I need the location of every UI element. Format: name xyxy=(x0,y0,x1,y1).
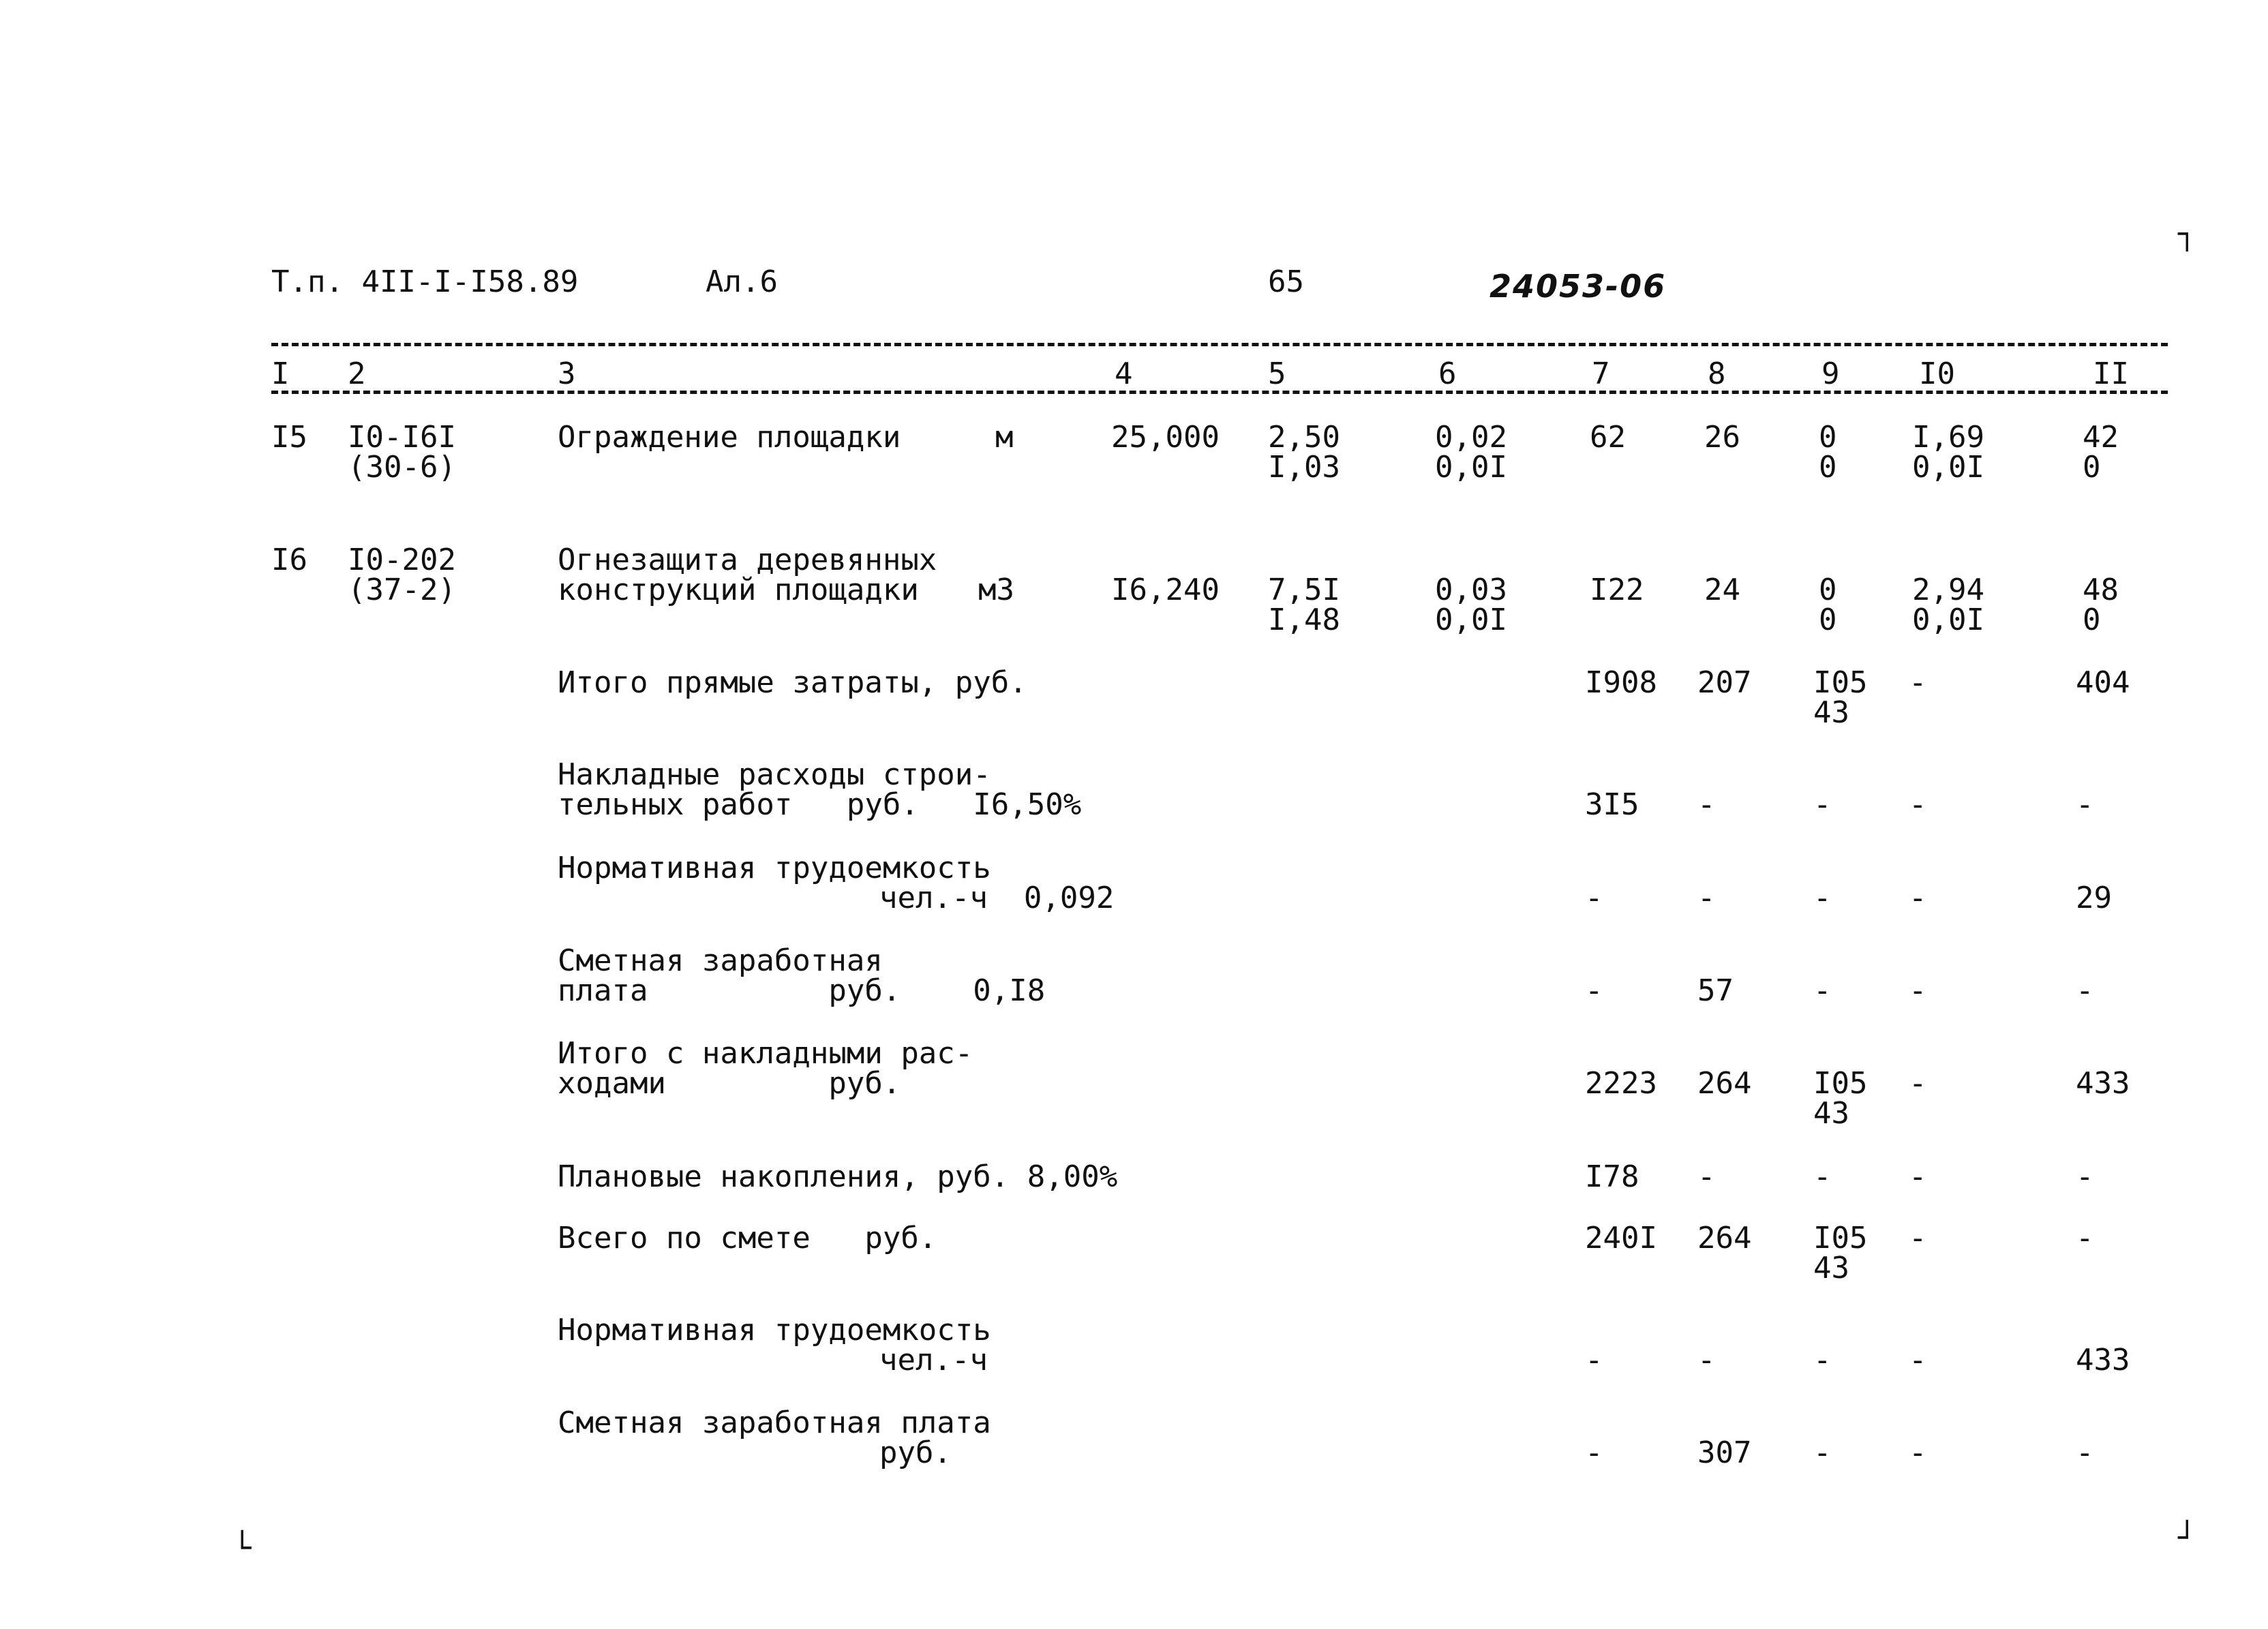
summary-labor-col9: - xyxy=(1813,881,1832,915)
summary-overhead-col8: - xyxy=(1697,787,1716,822)
corner-mark-bottom-left: └ xyxy=(233,1531,252,1566)
summary-total-overhead-col10: - xyxy=(1909,1066,1927,1101)
row-16-col7: I22 xyxy=(1590,573,1644,607)
summary-wages-total-col10: - xyxy=(1909,1435,1927,1470)
summary-wages-col10: - xyxy=(1909,973,1927,1008)
summary-overhead-col7: 3I5 xyxy=(1585,787,1639,822)
summary-labor-label: Нормативная трудоемкость xyxy=(558,851,991,885)
row-16-unit: м3 xyxy=(978,573,1014,607)
column-header-7: 7 xyxy=(1592,356,1610,391)
summary-grand-total-col11: - xyxy=(2076,1221,2094,1255)
summary-total-overhead-col7: 2223 xyxy=(1585,1066,1657,1101)
corner-mark-bottom-right: ┘ xyxy=(2178,1521,2196,1555)
row-15-col7: 62 xyxy=(1590,420,1626,455)
row-16-col11-a: 48 xyxy=(2083,573,2119,607)
summary-direct-costs-col9-a: I05 xyxy=(1813,665,1868,700)
summary-labor-total-col11: 433 xyxy=(2076,1343,2130,1377)
summary-wages-total-col7: - xyxy=(1585,1435,1603,1470)
row-16-col6-a: 0,03 xyxy=(1435,573,1507,607)
table-top-rule xyxy=(271,343,2168,346)
row-15-col11-a: 42 xyxy=(2083,420,2119,455)
summary-labor-label-cont: чел.-ч 0,092 xyxy=(879,881,1115,915)
row-15-number: I5 xyxy=(271,420,307,455)
summary-labor-total-label-cont: чел.-ч xyxy=(879,1343,988,1377)
row-15-col6-a: 0,02 xyxy=(1435,420,1507,455)
summary-labor-total-col10: - xyxy=(1909,1343,1927,1377)
summary-total-overhead-col11: 433 xyxy=(2076,1066,2130,1101)
table-header-rule xyxy=(271,391,2168,394)
summary-direct-costs-col8: 207 xyxy=(1697,665,1752,700)
row-16-col9-a: 0 xyxy=(1819,573,1837,607)
column-header-3: 3 xyxy=(558,356,576,391)
row-15-col5-b: I,03 xyxy=(1268,450,1340,485)
column-header-11: II xyxy=(2093,356,2129,391)
summary-wages-col11: - xyxy=(2076,973,2094,1008)
summary-planned-col8: - xyxy=(1697,1159,1716,1194)
summary-wages-total-label: Сметная заработная плата xyxy=(558,1405,991,1440)
row-16-name-cont: конструкций площадки xyxy=(558,573,919,607)
row-16-name: Огнезащита деревянных xyxy=(558,543,937,577)
summary-labor-col8: - xyxy=(1697,881,1716,915)
row-15-unit: м xyxy=(995,420,1014,455)
summary-total-overhead-label: Итого с накладными рас- xyxy=(558,1036,973,1071)
summary-wages-col8: 57 xyxy=(1697,973,1734,1008)
row-15-col11-b: 0 xyxy=(2083,450,2101,485)
summary-total-overhead-col9-a: I05 xyxy=(1813,1066,1868,1101)
row-16-code: I0-202 xyxy=(348,543,456,577)
column-header-4: 4 xyxy=(1115,356,1133,391)
summary-labor-col11: 29 xyxy=(2076,881,2112,915)
summary-labor-col10: - xyxy=(1909,881,1927,915)
column-header-5: 5 xyxy=(1268,356,1286,391)
summary-grand-total-col10: - xyxy=(1909,1221,1927,1255)
summary-overhead-label: Накладные расходы строи- xyxy=(558,757,991,792)
handwritten-code: 24053-06 xyxy=(1490,268,1667,305)
row-15-col8: 26 xyxy=(1704,420,1740,455)
summary-overhead-label-cont: тельных работ руб. I6,50% xyxy=(558,787,1082,822)
summary-wages-col7: - xyxy=(1585,973,1603,1008)
column-header-10: I0 xyxy=(1919,356,1955,391)
row-16-col10-a: 2,94 xyxy=(1912,573,1984,607)
summary-labor-total-col9: - xyxy=(1813,1343,1832,1377)
summary-labor-total-col8: - xyxy=(1697,1343,1716,1377)
row-15-name: Ограждение площадки xyxy=(558,420,901,455)
summary-direct-costs-label: Итого прямые затраты, руб. xyxy=(558,665,1027,700)
row-16-col5-a: 7,5I xyxy=(1268,573,1340,607)
row-15-col6-b: 0,0I xyxy=(1435,450,1507,485)
summary-overhead-col11: - xyxy=(2076,787,2094,822)
summary-direct-costs-col9-b: 43 xyxy=(1813,695,1849,730)
summary-grand-total-col9-a: I05 xyxy=(1813,1221,1868,1255)
summary-overhead-col10: - xyxy=(1909,787,1927,822)
summary-planned-label: Плановые накопления, руб. 8,00% xyxy=(558,1159,1118,1194)
summary-grand-total-col7: 240I xyxy=(1585,1221,1657,1255)
row-15-col10-b: 0,0I xyxy=(1912,450,1984,485)
summary-labor-total-col7: - xyxy=(1585,1343,1603,1377)
row-16-col9-b: 0 xyxy=(1819,603,1837,637)
row-16-col8: 24 xyxy=(1704,573,1740,607)
row-16-quantity: I6,240 xyxy=(1111,573,1220,607)
summary-total-overhead-col8: 264 xyxy=(1697,1066,1752,1101)
summary-wages-label: Сметная заработная xyxy=(558,943,883,978)
row-16-code-ref: (37-2) xyxy=(348,573,456,607)
row-15-code-ref: (30-6) xyxy=(348,450,456,485)
summary-planned-col9: - xyxy=(1813,1159,1832,1194)
summary-total-overhead-col9-b: 43 xyxy=(1813,1096,1849,1131)
row-16-col10-b: 0,0I xyxy=(1912,603,1984,637)
row-16-number: I6 xyxy=(271,543,307,577)
project-code: Т.п. 4II-I-I58.89 xyxy=(271,264,579,299)
row-16-col6-b: 0,0I xyxy=(1435,603,1507,637)
summary-wages-total-col11: - xyxy=(2076,1435,2094,1470)
summary-direct-costs-col10: - xyxy=(1909,665,1927,700)
row-15-col9-b: 0 xyxy=(1819,450,1837,485)
row-16-col5-b: I,48 xyxy=(1268,603,1340,637)
summary-overhead-col9: - xyxy=(1813,787,1832,822)
summary-wages-total-col8: 307 xyxy=(1697,1435,1752,1470)
row-15-col9-a: 0 xyxy=(1819,420,1837,455)
page-number: 65 xyxy=(1268,264,1304,299)
summary-planned-col7: I78 xyxy=(1585,1159,1639,1194)
summary-wages-col9: - xyxy=(1813,973,1832,1008)
summary-labor-col7: - xyxy=(1585,881,1603,915)
row-15-code: I0-I6I xyxy=(348,420,456,455)
column-header-6: 6 xyxy=(1438,356,1457,391)
row-15-quantity: 25,000 xyxy=(1111,420,1220,455)
row-15-col5-a: 2,50 xyxy=(1268,420,1340,455)
corner-mark-top-right: ┐ xyxy=(2178,217,2196,252)
column-header-2: 2 xyxy=(348,356,366,391)
summary-planned-col11: - xyxy=(2076,1159,2094,1194)
row-15-col10-a: I,69 xyxy=(1912,420,1984,455)
summary-grand-total-col9-b: 43 xyxy=(1813,1251,1849,1285)
summary-grand-total-col8: 264 xyxy=(1697,1221,1752,1255)
summary-labor-total-label: Нормативная трудоемкость xyxy=(558,1313,991,1348)
summary-direct-costs-col11: 404 xyxy=(2076,665,2130,700)
album-label: Ал.6 xyxy=(706,264,778,299)
summary-direct-costs-col7: I908 xyxy=(1585,665,1657,700)
column-header-1: I xyxy=(271,356,290,391)
summary-wages-total-label-cont: руб. xyxy=(879,1435,952,1470)
row-16-col11-b: 0 xyxy=(2083,603,2101,637)
column-header-9: 9 xyxy=(1821,356,1840,391)
summary-wages-total-col9: - xyxy=(1813,1435,1832,1470)
column-header-8: 8 xyxy=(1708,356,1726,391)
summary-planned-col10: - xyxy=(1909,1159,1927,1194)
summary-total-overhead-label-cont: ходами руб. xyxy=(558,1066,901,1101)
summary-wages-label-cont: плата руб. 0,I8 xyxy=(558,973,1046,1008)
summary-grand-total-label: Всего по смете руб. xyxy=(558,1221,937,1255)
